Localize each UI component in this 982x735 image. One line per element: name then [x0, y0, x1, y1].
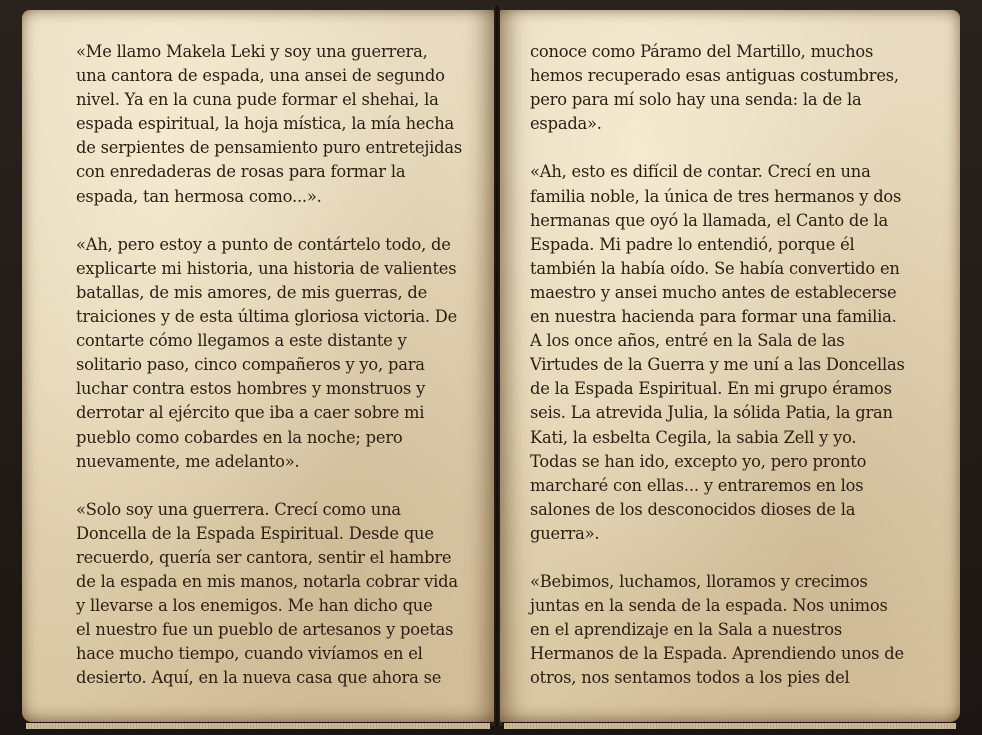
text-line: el nuestro fue un pueblo de artesanos y poetas — [76, 620, 454, 640]
text-line: desierto. Aquí, en la nueva casa que ahora se — [76, 668, 442, 688]
text-line: conoce como Páramo del Martillo, muchos — [530, 42, 874, 61]
text-line: contarte cómo llegamos a este distante y — [76, 331, 407, 351]
left-page-text — [76, 40, 486, 715]
text-line: traiciones y de esta última gloriosa victoria. De — [76, 307, 458, 327]
text-line: hemos recuperado esas antiguas costumbres, — [530, 66, 899, 86]
text-line: pueblo como cobardes en la noche; pero — [76, 427, 403, 447]
paragraph — [530, 160, 935, 546]
text-line: también la había oído. Se había convertido en — [530, 258, 900, 278]
text-line: espada espiritual, la hoja mística, la mía hecha — [76, 114, 455, 134]
paragraph — [530, 570, 935, 690]
text-line: Virtudes de la Guerra y me uní a las Doncellas — [530, 355, 905, 375]
text-line: «Me llamo Makela Leki y soy una guerrera, — [76, 42, 428, 61]
text-line: batallas, de mis amores, de mis guerras, de — [76, 282, 428, 302]
text-line: de serpientes de pensamiento puro entretejidas — [76, 138, 463, 158]
text-line: salones de los desconocidos dioses de la — [530, 499, 856, 519]
text-line: explicarte mi historia, una historia de valientes — [76, 258, 457, 278]
text-line: familia noble, la única de tres hermanos y dos — [530, 186, 902, 206]
text-line: luchar contra estos hombres y monstruos y — [76, 379, 426, 399]
text-line: recuerdo, quería ser cantora, sentir el hambre — [76, 547, 452, 567]
text-line: con enredaderas de rosas para formar la — [76, 162, 406, 182]
text-line: Espada. Mi padre lo entendió, porque él — [530, 234, 855, 254]
text-line: derrotar al ejército que iba a caer sobre mi — [76, 403, 425, 423]
text-line: hace mucho tiempo, cuando vivíamos en el — [76, 644, 423, 664]
text-line: nivel. Ya en la cuna pude formar el shehai, la — [76, 90, 439, 110]
text-line: «Bebimos, luchamos, lloramos y crecimos — [530, 572, 868, 592]
text-line: hermanas que oyó la llamada, el Canto de la — [530, 210, 889, 230]
text-line: de la espada en mis manos, notarla cobrar vida — [76, 572, 458, 592]
text-line: seis. La atrevida Julia, la sólida Patia, la gran — [530, 403, 893, 423]
left-page — [22, 10, 494, 722]
text-line: maestro y ansei mucho antes de establecerse — [530, 282, 897, 302]
right-page-text — [530, 40, 935, 715]
text-line: de la Espada Espiritual. En mi grupo éramos — [530, 379, 892, 399]
text-line: espada, tan hermosa como...». — [76, 186, 322, 206]
text-line: «Solo soy una guerrera. Crecí como una — [76, 499, 401, 519]
text-line: pero para mí solo hay una senda: la de la — [530, 90, 862, 110]
text-line: espada». — [530, 114, 602, 134]
text-line: marcharé con ellas... y entraremos en los — [530, 475, 864, 495]
text-line: Todas se han ido, excepto yo, pero pronto — [530, 451, 867, 471]
text-line: en el aprendizaje en la Sala a nuestros — [530, 620, 842, 640]
left-page-edge — [26, 723, 490, 729]
paragraph — [76, 40, 486, 209]
text-line: Doncella de la Espada Espiritual. Desde que — [76, 523, 434, 543]
text-line: Hermanos de la Espada. Aprendiendo unos de — [530, 644, 904, 664]
paragraph — [76, 498, 486, 691]
text-line: «Ah, esto es difícil de contar. Crecí en una — [530, 162, 871, 182]
text-line: A los once años, entré en la Sala de las — [530, 331, 845, 351]
text-line: «Ah, pero estoy a punto de contártelo todo, de — [76, 234, 451, 254]
right-page-edge — [504, 723, 956, 729]
text-line: una cantora de espada, una ansei de segundo — [76, 66, 445, 86]
text-line: nuevamente, me adelanto». — [76, 451, 300, 471]
text-line: otros, nos sentamos todos a los pies del — [530, 668, 850, 688]
text-line: Kati, la esbelta Cegila, la sabia Zell y yo. — [530, 427, 857, 447]
right-page — [500, 10, 960, 722]
text-line: solitario paso, cinco compañeros y yo, para — [76, 355, 425, 375]
paragraph — [530, 40, 935, 136]
text-line: juntas en la senda de la espada. Nos unimos — [530, 596, 888, 616]
text-line: en nuestra hacienda para formar una familia. — [530, 307, 897, 327]
text-line: guerra». — [530, 523, 600, 543]
paragraph — [76, 233, 486, 474]
text-line: y llevarse a los enemigos. Me han dicho que — [76, 596, 433, 616]
